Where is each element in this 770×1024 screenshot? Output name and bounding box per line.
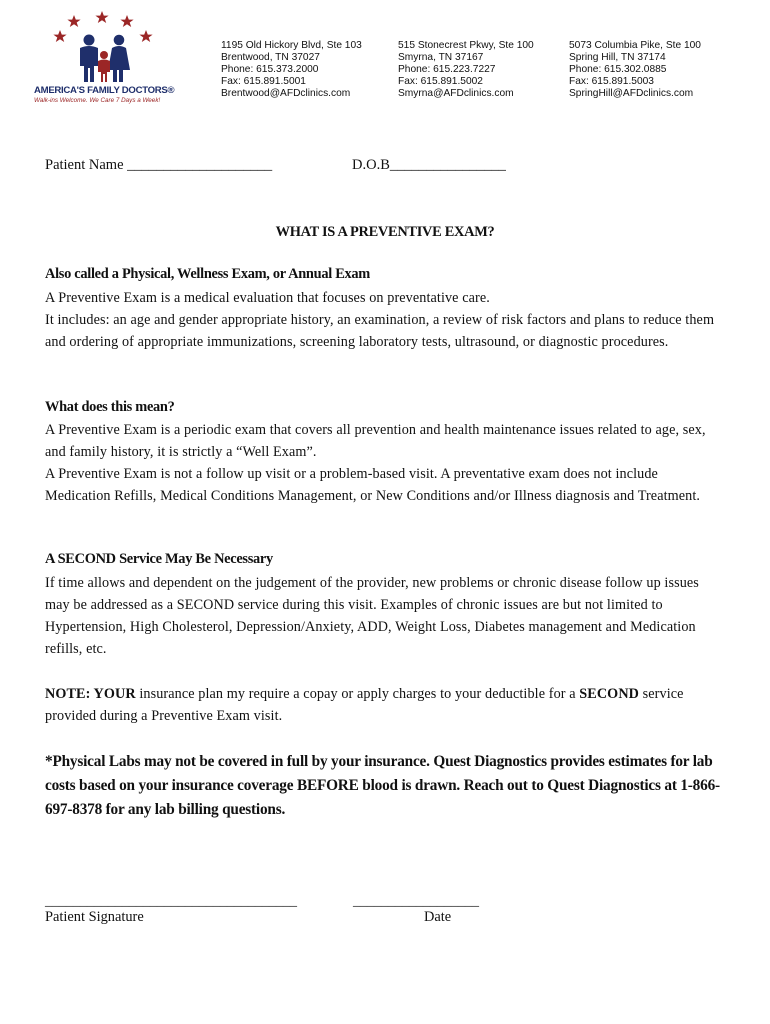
logo-name: AMERICA'S FAMILY DOCTORS® <box>34 85 175 96</box>
section-title: What does this mean? <box>45 399 175 415</box>
patient-name-field[interactable]: Patient Name ____________________ <box>45 157 273 173</box>
date-signature-line[interactable]: __________________ <box>353 894 479 909</box>
clinic-city: Spring Hill, TN 37174 <box>569 51 666 63</box>
clinic-fax: Fax: 615.891.5001 <box>221 75 306 87</box>
logo-tagline: Walk-ins Welcome. We Care 7 Days a Week! <box>34 97 161 104</box>
clinic-email: Brentwood@AFDclinics.com <box>221 87 351 99</box>
clinic-address: 5073 Columbia Pike, Ste 100 <box>569 40 701 51</box>
clinic-brentwood <box>221 40 362 100</box>
dob-field[interactable]: D.O.B________________ <box>352 157 506 173</box>
clinic-fax: Fax: 615.891.5003 <box>569 75 654 87</box>
clinic-fax: Fax: 615.891.5002 <box>398 75 483 87</box>
paragraph-line: A Preventive Exam is a medical evaluation that focuses on preventative care. <box>45 290 490 306</box>
section-body <box>45 287 725 353</box>
patient-signature-line[interactable]: ____________________________________ <box>45 894 297 909</box>
clinic-city: Smyrna, TN 37167 <box>398 51 484 63</box>
patient-signature-label: Patient Signature <box>45 909 144 925</box>
clinic-spring-hill <box>569 40 701 100</box>
clinic-email: SpringHill@AFDclinics.com <box>569 87 694 99</box>
clinic-phone: Phone: 615.373.2000 <box>221 63 319 75</box>
paragraph-line: A Preventive Exam is not a follow up visit or a problem-based visit. A preventative exam does not include Medication Refills, Medical Conditions Management, or New Conditions and/or Illness diagnosis and Treatment. <box>45 466 701 504</box>
paragraph-line: It includes: an age and gender appropriate history, an examination, a review of risk factors and plans to reduce them and ordering of appropriate immunizations, screening laboratory tests, ultrasound, or diagnostic procedures. <box>45 312 715 350</box>
section-body <box>45 419 725 507</box>
paragraph-line: If time allows and dependent on the judgement of the provider, new problems or chronic disease follow up issues may be addressed as a SECOND service during this visit. Examples of chronic issues are but not limited to Hypertension, High Cholesterol, Depression/Anxiety, ADD, Weight Loss, Diabetes management and Medication refills, etc. <box>45 575 699 657</box>
section-title: A SECOND Service May Be Necessary <box>45 551 273 567</box>
section-title: Also called a Physical, Wellness Exam, or Annual Exam <box>45 266 370 282</box>
clinic-email: Smyrna@AFDclinics.com <box>398 87 514 99</box>
clinic-smyrna <box>398 40 534 100</box>
labs-notice: *Physical Labs may not be covered in full by your insurance. Quest Diagnostics provides estimates for lab costs based on your insurance coverage BEFORE blood is drawn. Reach out to Quest Diagnostics at 1-866-697-8378 for any lab billing questions. <box>45 753 720 818</box>
family-logo-icon <box>52 8 162 84</box>
paragraph-line: A Preventive Exam is a periodic exam that covers all prevention and health maintenance issues related to age, sex, and family history, it is strictly a “Well Exam”. <box>45 422 706 460</box>
page-title: WHAT IS A PREVENTIVE EXAM? <box>275 224 495 240</box>
clinic-logo <box>30 8 185 104</box>
note-emphasis: SECOND <box>579 686 640 702</box>
clinic-phone: Phone: 615.223.7227 <box>398 63 496 75</box>
clinic-city: Brentwood, TN 37027 <box>221 51 320 63</box>
clinic-address: 515 Stonecrest Pkwy, Ste 100 <box>398 40 534 51</box>
clinic-address: 1195 Old Hickory Blvd, Ste 103 <box>221 40 362 51</box>
note-text: service provided during a Preventive Exam visit. <box>45 686 684 724</box>
date-label: Date <box>424 909 452 925</box>
section-body <box>45 572 725 660</box>
note-label: NOTE: YOUR <box>45 686 136 702</box>
note-text: insurance plan my require a copay or apply charges to your deductible for a <box>135 686 580 702</box>
clinic-phone: Phone: 615.302.0885 <box>569 63 667 75</box>
insurance-note <box>45 683 725 727</box>
